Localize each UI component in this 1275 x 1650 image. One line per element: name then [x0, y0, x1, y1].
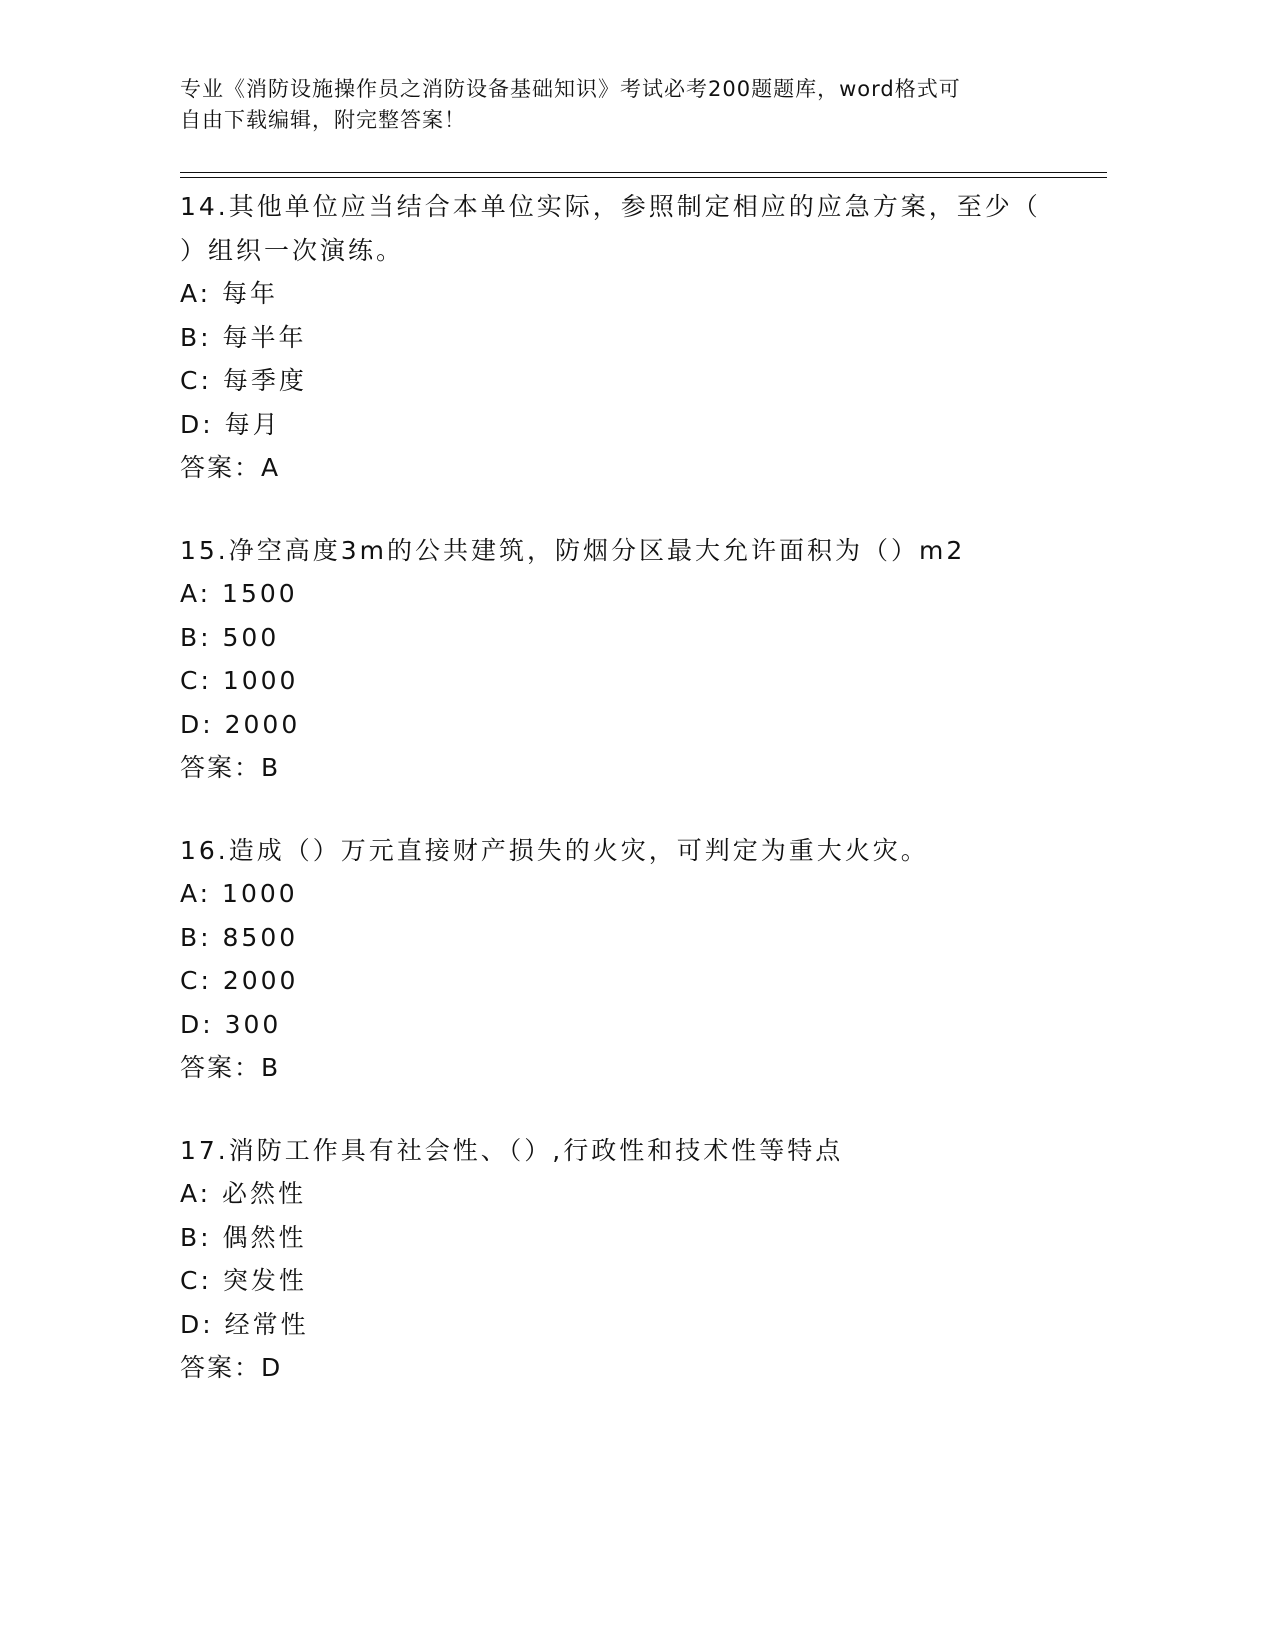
question-stem-line: 14.其他单位应当结合本单位实际，参照制定相应的应急方案，至少（ — [180, 192, 1041, 221]
question-stem-line: ）组织一次演练。 — [180, 235, 405, 265]
option-d: D: 2000 — [180, 709, 301, 739]
option-a: A: 1000 — [180, 879, 298, 908]
option-b: B: 500 — [180, 622, 280, 652]
document-header — [180, 74, 1040, 136]
option-d: D: 300 — [180, 1009, 282, 1039]
option-b: B: 8500 — [180, 922, 299, 952]
option-c: C: 突发性 — [180, 1266, 307, 1295]
question-stem-line: 16.造成（）万元直接财产损失的火灾，可判定为重大火灾。 — [180, 835, 929, 865]
option-d: D: 每月 — [180, 409, 281, 439]
answer: 答案：B — [180, 1053, 281, 1082]
option-c: C: 每季度 — [180, 366, 307, 395]
option-b: B: 偶然性 — [180, 1222, 307, 1252]
question-stem-line: 17.消防工作具有社会性、（）,行政性和技术性等特点 — [180, 1135, 844, 1165]
question-stem — [180, 185, 1080, 272]
option-a: A: 必然性 — [180, 1179, 307, 1208]
question-stem — [180, 529, 1080, 573]
option-b: B: 每半年 — [180, 322, 307, 352]
answer: 答案：A — [180, 453, 281, 482]
option-c: C: 1000 — [180, 666, 299, 695]
header-divider — [180, 177, 1107, 178]
header-divider — [180, 172, 1107, 173]
option-a: A: 1500 — [180, 579, 298, 608]
question-item — [180, 185, 1080, 490]
question-stem — [180, 829, 1080, 873]
option-a: A: 每年 — [180, 279, 279, 308]
answer: 答案：D — [180, 1353, 283, 1382]
question-stem-line: 15.净空高度3m的公共建筑，防烟分区最大允许面积为（）m2 — [180, 535, 966, 565]
question-item — [180, 829, 1080, 1090]
header-line: 专业《消防设施操作员之消防设备基础知识》考试必考200题题库，word格式可 — [180, 77, 961, 101]
question-stem — [180, 1129, 1080, 1173]
answer: 答案：B — [180, 753, 281, 782]
question-item — [180, 529, 1080, 790]
question-item — [180, 1129, 1080, 1390]
header-line: 自由下载编辑，附完整答案！ — [180, 108, 466, 132]
option-c: C: 2000 — [180, 966, 299, 995]
option-d: D: 经常性 — [180, 1309, 309, 1339]
question-list — [180, 185, 1080, 1429]
